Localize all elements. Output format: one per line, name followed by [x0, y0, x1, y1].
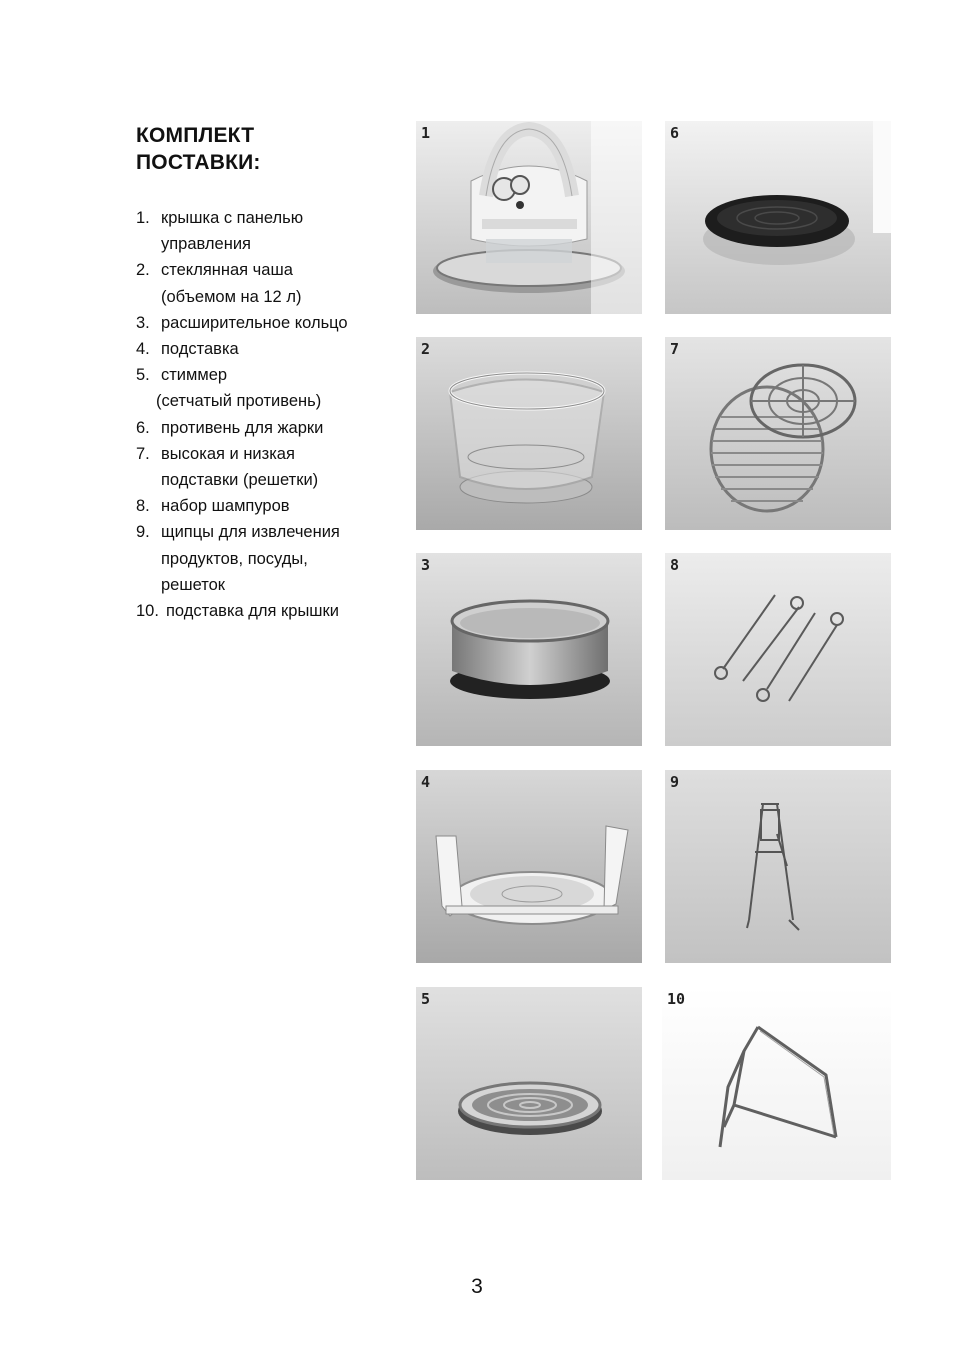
- item-text: стеклянная чаша: [161, 261, 293, 280]
- list-item-4: [136, 336, 348, 362]
- stand-illustration: [416, 770, 642, 963]
- list-item-9: [136, 519, 348, 598]
- glass-bowl-illustration: [416, 337, 642, 530]
- photo-stand: [416, 770, 642, 963]
- photo-label: 2: [421, 340, 431, 358]
- item-number: 2.: [136, 261, 150, 280]
- photo-label: 10: [667, 990, 686, 1008]
- item-text: высокая и низкая: [161, 444, 295, 463]
- photo-label: 8: [670, 556, 680, 574]
- item-number: 7.: [136, 444, 150, 463]
- list-item-2: [136, 257, 348, 309]
- item-text: (объемом на 12 л): [161, 287, 302, 306]
- item-text: подставка для крышки: [166, 602, 339, 621]
- photo-label: 3: [421, 556, 431, 574]
- photo-racks: [665, 337, 891, 530]
- list-item-7: [136, 441, 348, 493]
- item-number: 4.: [136, 340, 150, 359]
- item-number: 8.: [136, 497, 150, 516]
- steamer-illustration: [416, 987, 642, 1180]
- item-number: 10.: [136, 602, 159, 621]
- photo-label: 9: [670, 773, 680, 791]
- extension-ring-illustration: [416, 553, 642, 746]
- racks-illustration: [665, 337, 891, 530]
- item-text: продуктов, посуды,: [161, 549, 308, 568]
- frying-tray-illustration: [665, 121, 891, 314]
- item-text: управления: [161, 235, 251, 254]
- list-item-6: [136, 415, 348, 441]
- item-text: подставки (решетки): [161, 471, 319, 490]
- list-item-8: [136, 493, 348, 519]
- photo-air-grill: [416, 121, 642, 314]
- photo-label: 5: [421, 990, 431, 1008]
- item-number: 3.: [136, 313, 150, 332]
- photo-lid-holder: [662, 987, 891, 1180]
- item-text: щипцы для извлечения: [161, 523, 340, 542]
- skewers-illustration: [665, 553, 891, 746]
- photo-tongs: [665, 770, 891, 963]
- tongs-illustration: [665, 770, 891, 963]
- photo-label: 1: [421, 124, 431, 142]
- item-text: противень для жарки: [161, 418, 324, 437]
- list-item-5: [136, 362, 348, 414]
- page-number: 3: [471, 1275, 483, 1298]
- title-line-2: ПОСТАВКИ:: [136, 151, 261, 174]
- item-text: стиммер: [161, 366, 228, 385]
- list-item-10: [136, 598, 348, 624]
- photo-label: 4: [421, 773, 431, 791]
- item-text: крышка с панелью: [161, 209, 304, 227]
- contents-list: [136, 205, 348, 624]
- photo-label: 7: [670, 340, 680, 358]
- item-text: набор шампуров: [161, 497, 290, 516]
- item-text: (сетчатый противень): [156, 392, 322, 411]
- photo-frying-tray: [665, 121, 891, 314]
- lid-holder-illustration: [662, 987, 891, 1180]
- photo-extension-ring: [416, 553, 642, 746]
- photo-glass-bowl: [416, 337, 642, 530]
- item-number: 5.: [136, 366, 150, 385]
- air-grill-illustration: [416, 121, 642, 314]
- photo-skewers: [665, 553, 891, 746]
- item-number: 9.: [136, 523, 150, 542]
- item-text: расширительное кольцо: [161, 313, 348, 332]
- item-text: подставка: [161, 340, 239, 359]
- section-title: [136, 122, 261, 176]
- list-item-3: [136, 310, 348, 336]
- title-line-1: КОМПЛЕКТ: [136, 124, 255, 147]
- photo-steamer: [416, 987, 642, 1180]
- item-number: 1.: [136, 209, 150, 227]
- photo-label: 6: [670, 124, 680, 142]
- item-number: 6.: [136, 418, 150, 437]
- list-item-1: [136, 205, 348, 257]
- item-text: решеток: [161, 575, 225, 594]
